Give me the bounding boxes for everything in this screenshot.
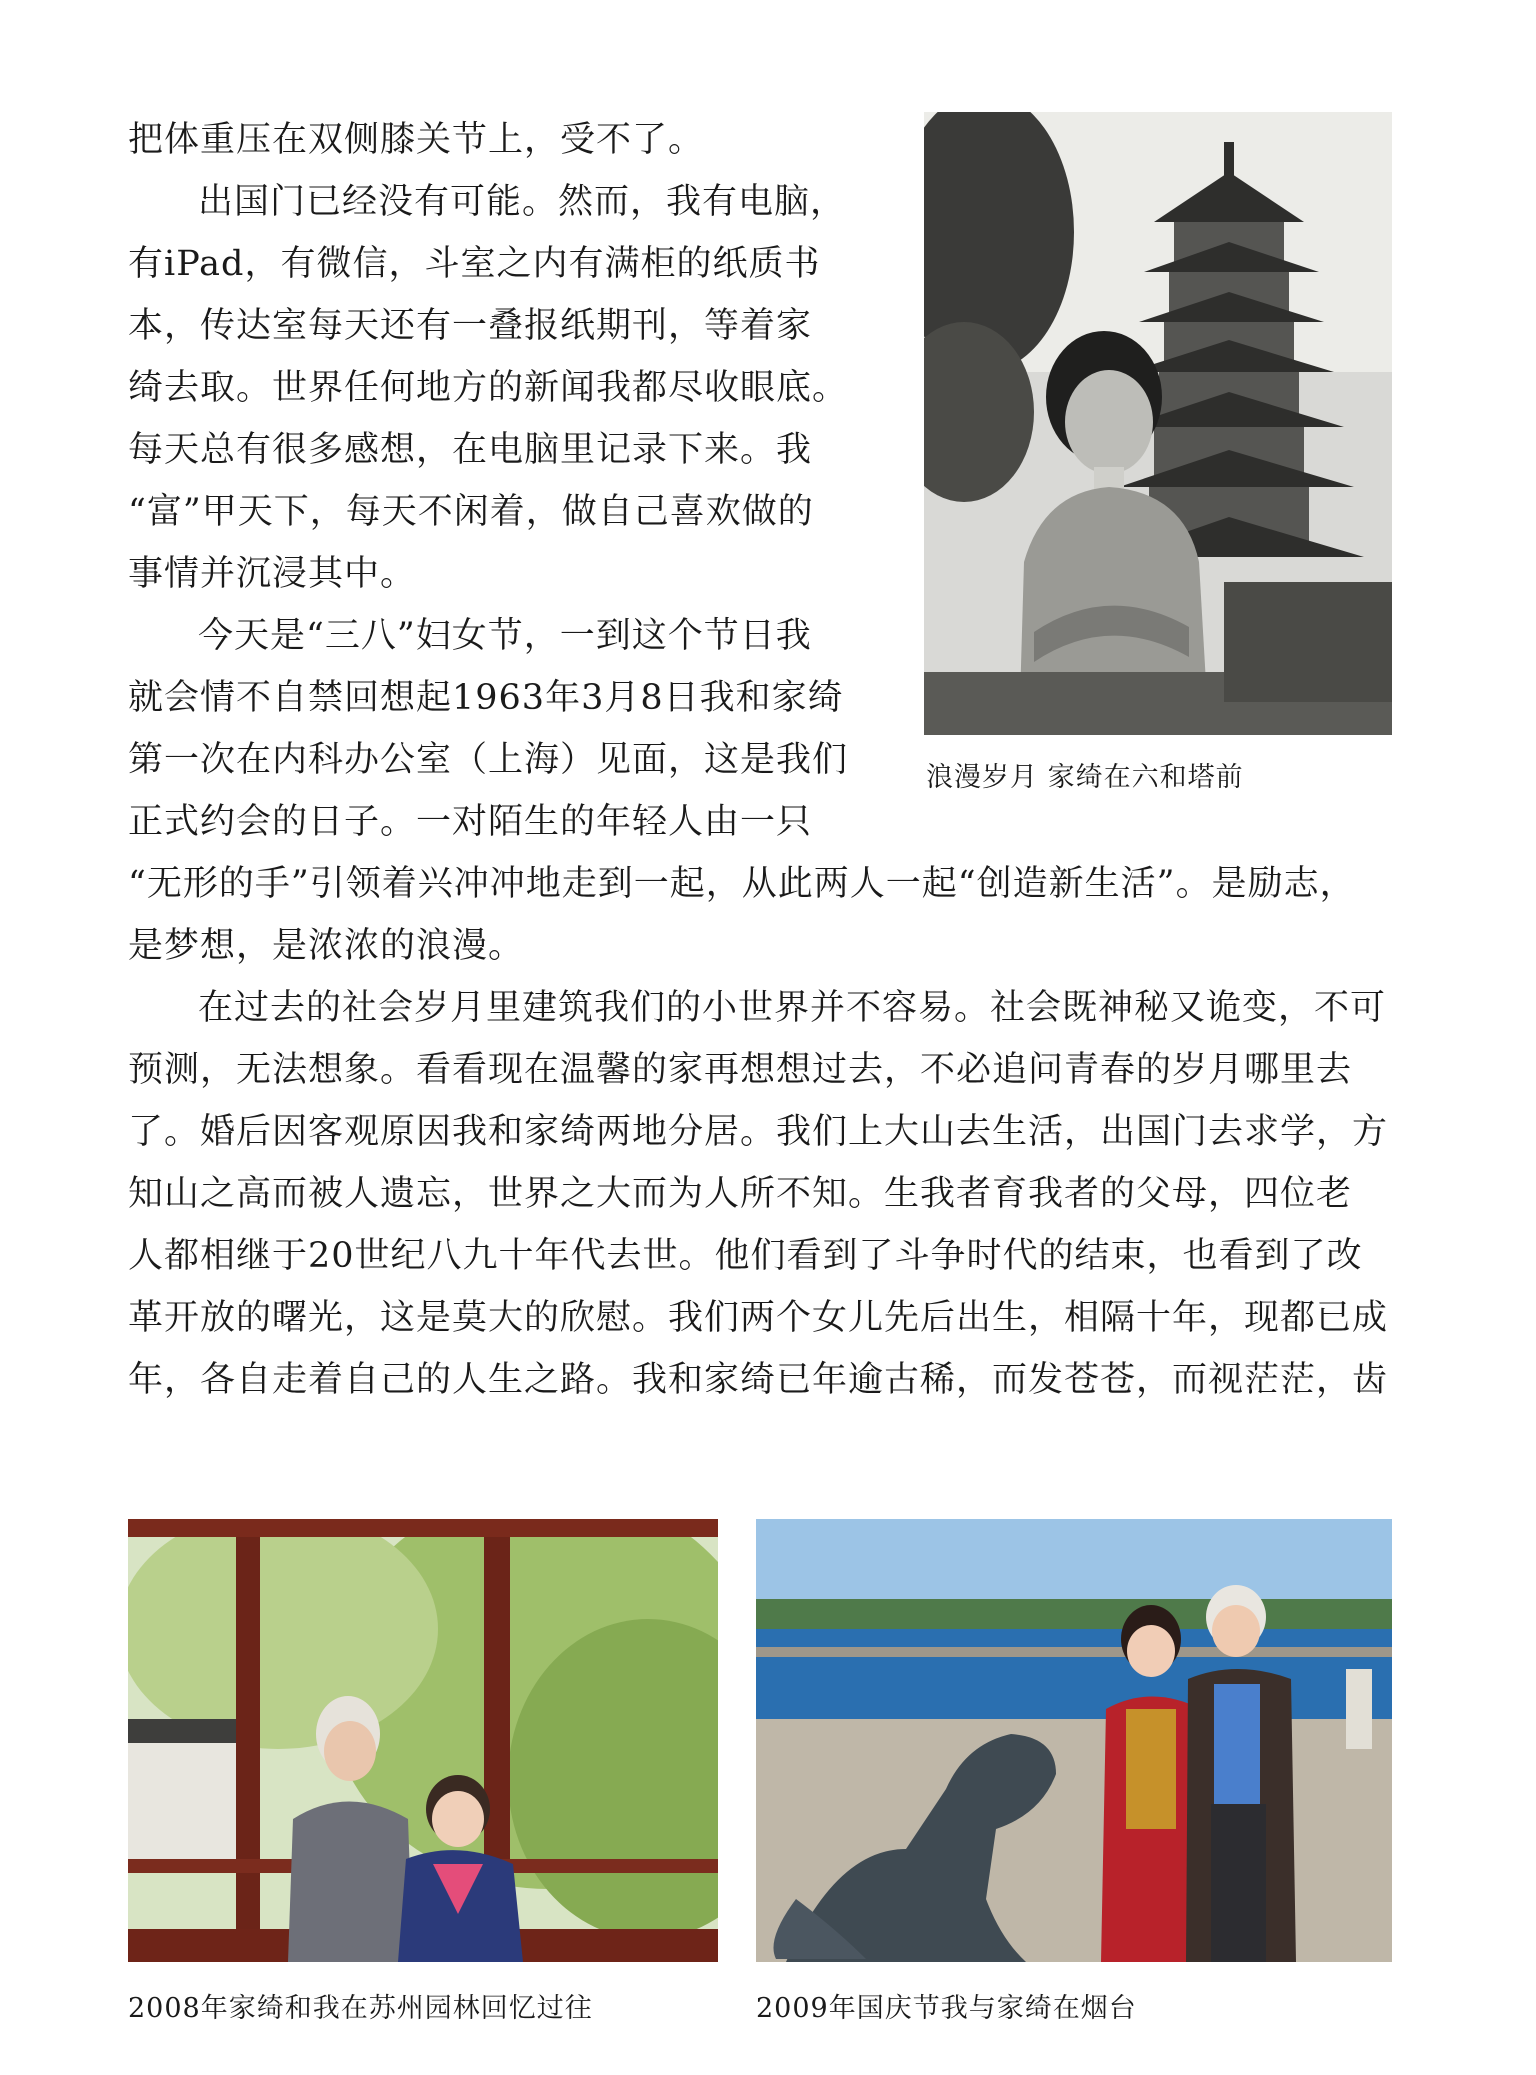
paragraph-line: 绮去取。世界任何地方的新闻我都尽收眼底。 <box>128 368 849 408</box>
paragraph-line: 预测，无法想象。看看现在温馨的家再想想过去，不必追问青春的岁月哪里去 <box>128 1050 1353 1090</box>
paragraph-line: 今天是“三八”妇女节，一到这个节日我 <box>198 616 812 656</box>
yantai-seaside-photo <box>756 1519 1392 1962</box>
paragraph-line: “富”甲天下，每天不闲着，做自己喜欢做的 <box>128 492 814 532</box>
suzhou-garden-photo <box>128 1519 718 1962</box>
paragraph-line: 了。婚后因客观原因我和家绮两地分居。我们上大山去生活，出国门去求学，方 <box>128 1112 1389 1152</box>
paragraph-line: 第一次在内科办公室（上海）见面，这是我们 <box>128 740 849 780</box>
paragraph-line: 年，各自走着自己的人生之路。我和家绮已年逾古稀，而发苍苍，而视茫茫，齿 <box>128 1360 1389 1400</box>
paragraph-line: 就会情不自禁回想起1963年3月8日我和家绮 <box>128 678 844 718</box>
bottom-left-caption: 2008年家绮和我在苏州园林回忆过往 <box>128 1993 593 2024</box>
paragraph-line: 出国门已经没有可能。然而，我有电脑， <box>198 182 847 222</box>
paragraph-line: 是梦想，是浓浓的浪漫。 <box>128 926 525 966</box>
pagoda-portrait-photo <box>924 112 1392 735</box>
paragraph-line: 每天总有很多感想，在电脑里记录下来。我 <box>128 430 813 470</box>
paragraph-line: 革开放的曙光，这是莫大的欣慰。我们两个女儿先后出生，相隔十年，现都已成 <box>128 1298 1389 1338</box>
paragraph-line: 本，传达室每天还有一叠报纸期刊，等着家 <box>128 306 813 346</box>
bottom-right-caption: 2009年国庆节我与家绮在烟台 <box>756 1993 1137 2024</box>
paragraph-line: 有iPad，有微信，斗室之内有满柜的纸质书 <box>128 244 821 284</box>
paragraph-line: 人都相继于20世纪八九十年代去世。他们看到了斗争时代的结束，也看到了改 <box>128 1236 1363 1276</box>
paragraph-line: 在过去的社会岁月里建筑我们的小世界并不容易。社会既神秘又诡变，不可 <box>198 988 1387 1028</box>
paragraph-line: 知山之高而被人遗忘，世界之大而为人所不知。生我者育我者的父母，四位老 <box>128 1174 1353 1214</box>
top-photo-caption: 浪漫岁月 家绮在六和塔前 <box>926 762 1244 793</box>
paragraph-line: 把体重压在双侧膝关节上，受不了。 <box>128 120 705 160</box>
paragraph-line: 事情并沉浸其中。 <box>128 554 417 594</box>
paragraph-line: 正式约会的日子。一对陌生的年轻人由一只 <box>128 802 813 842</box>
paragraph-line: “无形的手”引领着兴冲冲地走到一起，从此两人一起“创造新生活”。是励志， <box>128 864 1356 904</box>
